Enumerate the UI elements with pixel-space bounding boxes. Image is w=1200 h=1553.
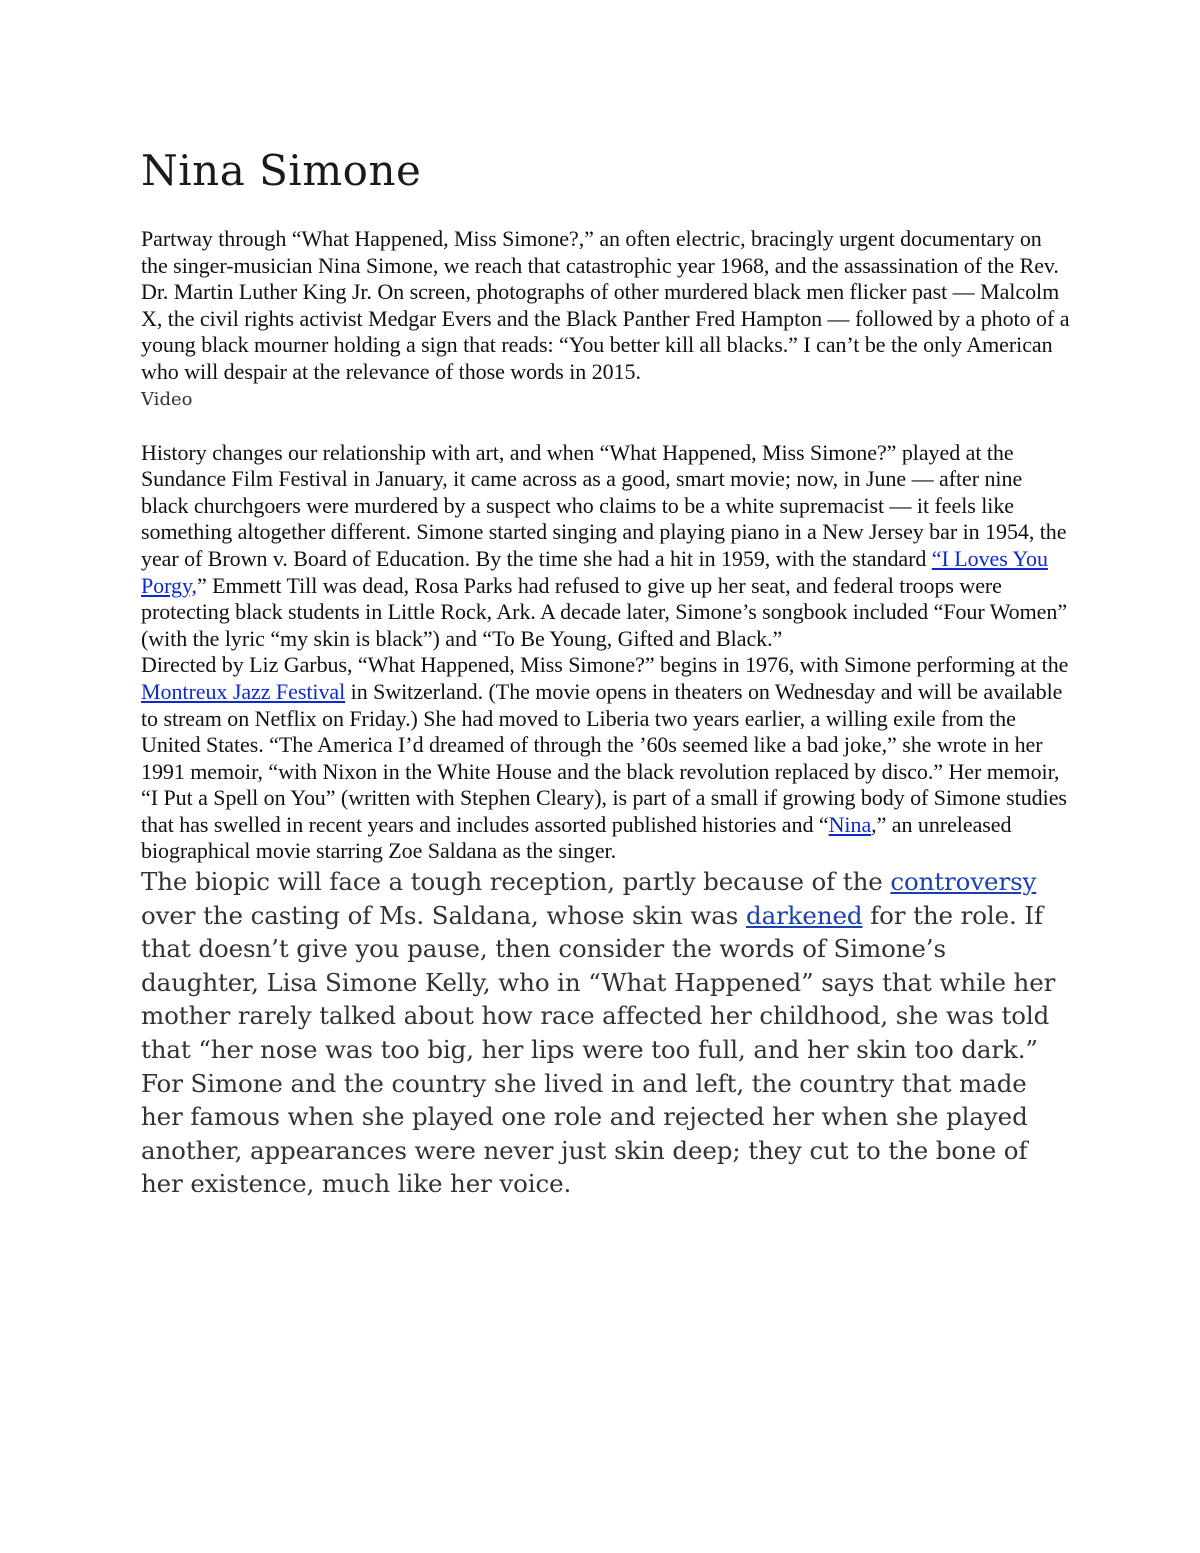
video-label: Video bbox=[141, 388, 193, 410]
link-controversy[interactable]: controversy bbox=[890, 867, 1037, 897]
page-title: Nina Simone bbox=[141, 146, 422, 195]
paragraph-biopic-text-a: The biopic will face a tough reception, partly because of the bbox=[141, 867, 891, 897]
paragraph-history bbox=[141, 440, 1071, 653]
link-nina[interactable]: Nina bbox=[828, 811, 872, 837]
paragraph-biopic-text-b: over the casting of Ms. Saldana, whose skin was bbox=[141, 900, 746, 930]
paragraph-directed-text-c: ,” an unreleased biographical movie starring Zoe Saldana as the singer. bbox=[141, 811, 1012, 864]
paragraph-spacer bbox=[141, 413, 1071, 440]
paragraph-intro: Partway through “What Happened, Miss Simone?,” an often electric, bracingly urgent documentary on the singer-musician Nina Simone, we reach that catastrophic year 1968, and the assassination of the Rev. Dr. Martin Luther King Jr. On screen, photographs of other murdered black men flicker past — Malcolm X, the civil rights activist Medgar Evers and the Black Panther Fred Hampton — followed by a photo of a young black mourner holding a sign that reads: “You better kill all blacks.” I can’t be the only American who will despair at the relevance of those words in 2015. bbox=[141, 226, 1070, 384]
paragraph-biopic bbox=[141, 865, 1071, 1201]
paragraph-directed bbox=[141, 652, 1071, 865]
paragraph-directed-text-b: in Switzerland. (The movie opens in theaters on Wednesday and will be available to stream on Netflix on Friday.) She had moved to Liberia two years earlier, a willing exile from the United States. “The America I’d dreamed of through the ’60s seemed like a bad joke,” she wrote in her 1991 memoir, “with Nixon in the White House and the black revolution replaced by disco.” Her memoir, “I Put a Spell on You” (written with Stephen Cleary), is part of a small if growing body of Simone studies that has swelled in recent years and includes assorted published histories and “ bbox=[141, 678, 1067, 837]
paragraph-history-text-b: ” Emmett Till was dead, Rosa Parks had refused to give up her seat, and federal troops were protecting black students in Little Rock, Ark. A decade later, Simone’s songbook included “Four Women” (with the lyric “my skin is black”) and “To Be Young, Gifted and Black.” bbox=[141, 572, 1068, 651]
document-page bbox=[141, 142, 1071, 1201]
link-montreux-jazz-festival[interactable]: Montreux Jazz Festival bbox=[141, 678, 346, 704]
link-i-loves-you-porgy[interactable]: “I Loves You Porgy, bbox=[141, 545, 1048, 598]
paragraph-biopic-text-c: for the role. If that doesn’t give you pause, then consider the words of Simone’s daughter, Lisa Simone Kelly, who in “What Happened” says that while her mother rarely talked about how race affected her childhood, she was told that “her nose was too big, her lips were too full, and her skin too dark.” For Simone and the country she lived in and left, the country that made her famous when she played one role and rejected her when she played another, appearances were never just skin deep; they cut to the bone of her existence, much like her voice. bbox=[141, 900, 1056, 1199]
paragraph-history-text-a: History changes our relationship with art, and when “What Happened, Miss Simone?” played at the Sundance Film Festival in January, it came across as a good, smart movie; now, in June — after nine black churchgoers were murdered by a suspect who claims to be a white supremacist — it feels like something altogether different. Simone started singing and playing piano in a New Jersey bar in 1954, the year of Brown v. Board of Education. By the time she had a hit in 1959, with the standard bbox=[141, 439, 1067, 571]
link-darkened[interactable]: darkened bbox=[745, 900, 863, 930]
paragraph-directed-text-a: Directed by Liz Garbus, “What Happened, Miss Simone?” begins in 1976, with Simone performing at the bbox=[141, 652, 1069, 678]
